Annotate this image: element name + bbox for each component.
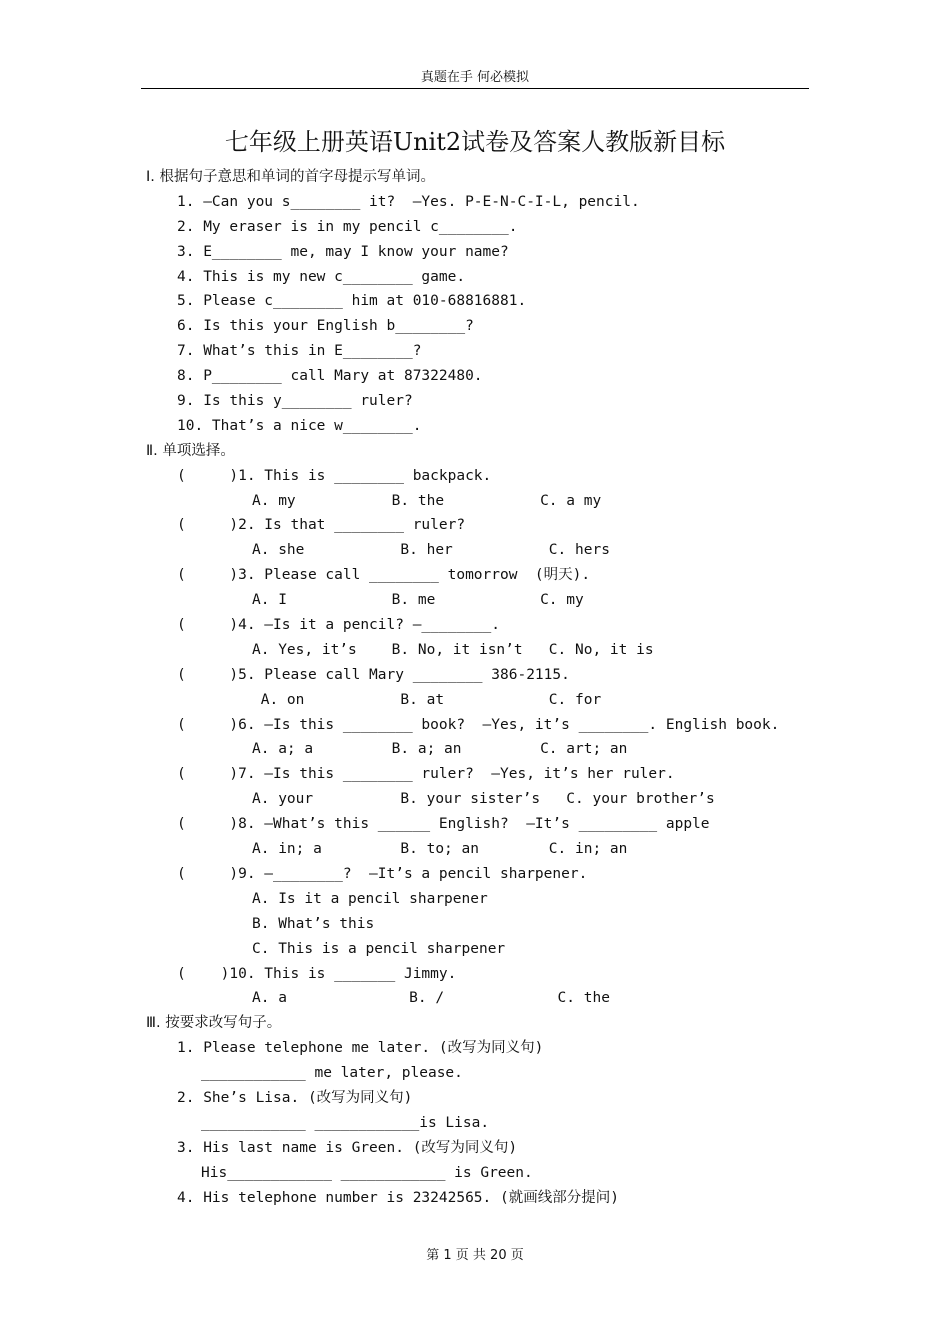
page-title: 七年级上册英语Unit2试卷及答案人教版新目标 — [224, 128, 726, 156]
mc-option: B. What’s this — [252, 915, 375, 932]
mc-question-stem: ( )8. —What’s this ______ English? —It’s _________ apple — [177, 816, 710, 833]
mc-options: A. your B. your sister’s C. your brother’s — [252, 791, 715, 808]
fill-item: 4. This is my new c________ game. — [177, 268, 466, 285]
worksheet-content — [0, 165, 950, 1210]
rewrite-question: 2. She’s Lisa. (改写为同义句) — [177, 1089, 413, 1106]
mc-options: A. in; a B. to; an C. in; an — [252, 841, 628, 858]
fill-item: 8. P________ call Mary at 87322480. — [177, 368, 483, 385]
section-1-heading: Ⅰ. 根据句子意思和单词的首字母提示写单词。 — [146, 169, 435, 185]
mc-question-stem: ( )7. —Is this ________ ruler? —Yes, it’s her ruler. — [177, 766, 675, 783]
mc-question-stem: ( )1. This is ________ backpack. — [177, 467, 492, 484]
rewrite-answer-line: His____________ ____________ is Green. — [201, 1164, 533, 1181]
rewrite-question: 3. His last name is Green. (改写为同义句) — [177, 1139, 518, 1156]
fill-item: 10. That’s a nice w________. — [177, 417, 422, 434]
fill-item: 2. My eraser is in my pencil c________. — [177, 218, 518, 235]
mc-options: A. she B. her C. hers — [252, 542, 610, 559]
mc-question-stem: ( )2. Is that ________ ruler? — [177, 517, 466, 534]
mc-option: A. Is it a pencil sharpener — [252, 890, 488, 907]
page-header: 真题在手 何必模拟 — [420, 70, 530, 85]
fill-item: 6. Is this your English b________? — [177, 318, 474, 335]
mc-question-stem: ( )3. Please call ________ tomorrow (明天). — [177, 567, 591, 584]
rewrite-question: 4. His telephone number is 23242565. (就画线部分提问) — [177, 1189, 619, 1206]
mc-options: A. I B. me C. my — [252, 592, 584, 609]
section-3-heading: Ⅲ. 按要求改写句子。 — [146, 1015, 282, 1032]
rewrite-answer-line: ____________ ____________is Lisa. — [201, 1114, 490, 1131]
header-rule — [141, 88, 809, 89]
fill-item: 5. Please c________ him at 010-68816881. — [177, 293, 527, 310]
mc-options: A. on B. at C. for — [252, 691, 602, 708]
mc-options: A. a B. / C. the — [252, 990, 610, 1007]
mc-options: A. Yes, it’s B. No, it isn’t C. No, it is — [252, 641, 654, 658]
fill-item: 9. Is this y________ ruler? — [177, 393, 413, 410]
fill-item: 7. What’s this in E________? — [177, 343, 422, 360]
page-footer: 第 1 页 共 20 页 — [426, 1248, 524, 1263]
mc-options: A. my B. the C. a my — [252, 492, 602, 509]
mc-question-stem: ( )10. This is _______ Jimmy. — [177, 965, 457, 982]
mc-question-stem: ( )6. —Is this ________ book? —Yes, it’s ________. English book. — [177, 716, 780, 733]
rewrite-question: 1. Please telephone me later. (改写为同义句) — [177, 1040, 544, 1057]
fill-item: 3. E________ me, may I know your name? — [177, 243, 509, 260]
mc-options: A. a; a B. a; an C. art; an — [252, 741, 628, 758]
mc-option: C. This is a pencil sharpener — [252, 940, 506, 957]
section-2-heading: Ⅱ. 单项选择。 — [146, 442, 235, 459]
mc-question-stem: ( )5. Please call Mary ________ 386-2115. — [177, 666, 570, 683]
mc-question-stem: ( )4. —Is it a pencil? —________. — [177, 617, 501, 634]
mc-question-stem: ( )9. —________? —It’s a pencil sharpener. — [177, 865, 588, 882]
rewrite-answer-line: ____________ me later, please. — [201, 1065, 463, 1082]
fill-item: 1. —Can you s________ it? —Yes. P-E-N-C-I-L, pencil. — [177, 193, 640, 210]
